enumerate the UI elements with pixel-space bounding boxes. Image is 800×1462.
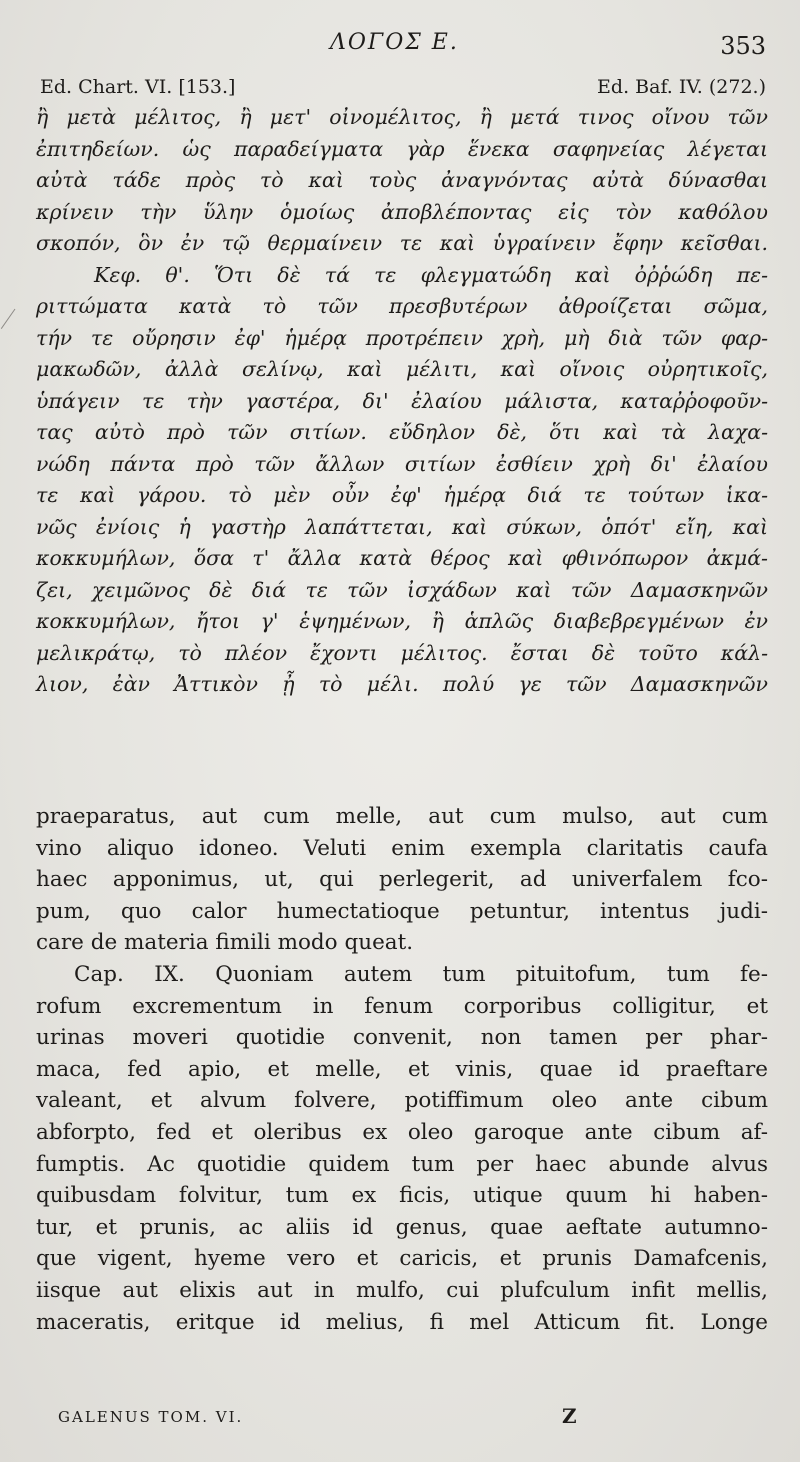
greek-line: σκοπόν, ὃν ἐν τῷ θερμαίνειν τε καὶ ὑγραίνειν ἔφην κεῖσθαι. <box>36 231 768 255</box>
latin-line: praeparatus, aut cum melle, aut cum mulso, aut cum <box>36 804 768 829</box>
greek-line: λιον, ἐὰν Ἀττικὸν ᾖ τὸ μέλι. πολύ γε τῶν Δαμασκηνῶν <box>36 672 768 696</box>
signature-mark: Z <box>562 1404 577 1428</box>
greek-line: κοκκυμήλων, ἤτοι γ' ἑψημένων, ἢ ἁπλῶς διαβεβρεγμένων ἐν <box>36 609 768 633</box>
greek-line: κρίνειν τὴν ὕλην ὁμοίως ἀποβλέποντας εἰς τὸν καθόλου <box>36 199 768 224</box>
running-head <box>0 30 800 64</box>
edition-reference-chartier: Ed. Chart. VI. [153.] <box>40 76 236 98</box>
latin-text-block <box>36 801 768 1338</box>
greek-line: ἐπιτηδείων. ὡς παραδείγματα γὰρ ἕνεκα σαφηνείας λέγεται <box>36 136 768 161</box>
greek-line: κοκκυμήλων, ὅσα τ' ἄλλα κατὰ θέρος καὶ φθινόπωρον ἀκμά- <box>36 546 768 570</box>
greek-line: ζει, χειμῶνος δὲ διά τε τῶν ἰσχάδων καὶ τῶν Δαμασκηνῶν <box>36 577 768 602</box>
latin-chapter-heading-line: Cap. IX. Quoniam autem tum pituitofum, tum fe- <box>74 961 768 987</box>
latin-line: que vigent, hyeme vero et caricis, et prunis Damafcenis, <box>36 1246 768 1272</box>
page-footer <box>58 1404 778 1434</box>
latin-line: haec apponimus, ut, qui perlegerit, ad univerfalem fco- <box>36 867 768 893</box>
greek-line: μελικράτῳ, τὸ πλέον ἔχοντι μέλιτος. ἔσται δὲ τοῦτο κάλ- <box>36 640 768 665</box>
margin-pencil-mark <box>1 309 30 340</box>
greek-line: ὑπάγειν τε τὴν γαστέρα, δι' ἐλαίου μάλιστα, καταῤῥοφοῦν- <box>36 388 768 413</box>
latin-line: quibusdam folvitur, tum ex ficis, utique quum hi haben- <box>36 1183 768 1209</box>
latin-line: pum, quo calor humectatioque petuntur, intentus judi- <box>36 898 768 924</box>
greek-line: αὐτὰ τάδε πρὸς τὸ καὶ τοὺς ἀναγνόντας αὐτὰ δύνασθαι <box>36 168 768 192</box>
greek-line: ριττώματα κατὰ τὸ τῶν πρεσβυτέρων ἀθροίζεται σῶμα, <box>36 294 768 318</box>
greek-line: τήν τε οὔρησιν ἐφ' ἡμέρᾳ προτρέπειν χρὴ, μὴ διὰ τῶν φαρ- <box>36 325 768 350</box>
greek-text-block <box>36 102 768 701</box>
greek-line: τε καὶ γάρου. τὸ μὲν οὖν ἐφ' ἡμέρᾳ διά τε τούτων ἱκα- <box>36 483 768 507</box>
running-title: ΛΟΓΟΣ Ε. <box>330 30 459 55</box>
latin-line: care de materia fimili modo queat. <box>36 930 414 956</box>
latin-line: urinas moveri quotidie convenit, non tamen per phar- <box>36 1025 768 1051</box>
latin-line: iisque aut elixis aut in mulfo, cui plufculum infit mellis, <box>36 1277 768 1303</box>
edition-reference-basel: Ed. Baf. IV. (272.) <box>597 76 766 98</box>
latin-line: abforpto, fed et oleribus ex oleo garoque ante cibum af- <box>36 1119 768 1145</box>
edition-reference-line <box>40 76 766 102</box>
greek-line: τας αὐτὸ πρὸ τῶν σιτίων. εὔδηλον δὲ, ὅτι καὶ τὰ λαχα- <box>36 420 768 444</box>
greek-line: μακωδῶν, ἀλλὰ σελίνῳ, καὶ μέλιτι, καὶ οἴνοις οὐρητικοῖς, <box>36 357 768 381</box>
greek-line: ἢ μετὰ μέλιτος, ἢ μετ' οἰνομέλιτος, ἢ μετά τινος οἴνου τῶν <box>36 105 768 129</box>
latin-line: rofum excrementum in fenum corporibus colligitur, et <box>36 993 768 1019</box>
latin-line: maca, fed apio, et melle, et vinis, quae id praeftare <box>36 1056 768 1082</box>
latin-line: valeant, et alvum folvere, potiffimum oleo ante cibum <box>36 1088 768 1114</box>
latin-line: maceratis, eritque id melius, fi mel Atticum fit. Longe <box>36 1309 768 1335</box>
page-number: 353 <box>720 32 766 60</box>
latin-line: vino aliquo idoneo. Veluti enim exempla claritatis caufa <box>36 835 768 861</box>
greek-line: νώδη πάντα πρὸ τῶν ἄλλων σιτίων ἐσθίειν χρὴ δι' ἐλαίου <box>36 451 768 476</box>
latin-line: tur, et prunis, ac aliis id genus, quae aeftate autumno- <box>36 1214 768 1240</box>
greek-chapter-heading-line: Κεφ. θ'. Ὅτι δὲ τά τε φλεγματώδη καὶ ὀῤῥώδη πε- <box>94 262 768 287</box>
greek-line: νῶς ἐνίοις ἡ γαστὴρ λαπάττεται, καὶ σύκων, ὁπότ' εἴη, καὶ <box>36 514 768 539</box>
latin-line: fumptis. Ac quotidie quidem tum per haec abunde alvus <box>36 1151 768 1177</box>
signature-line: GALENUS TOM. VI. <box>58 1408 244 1426</box>
